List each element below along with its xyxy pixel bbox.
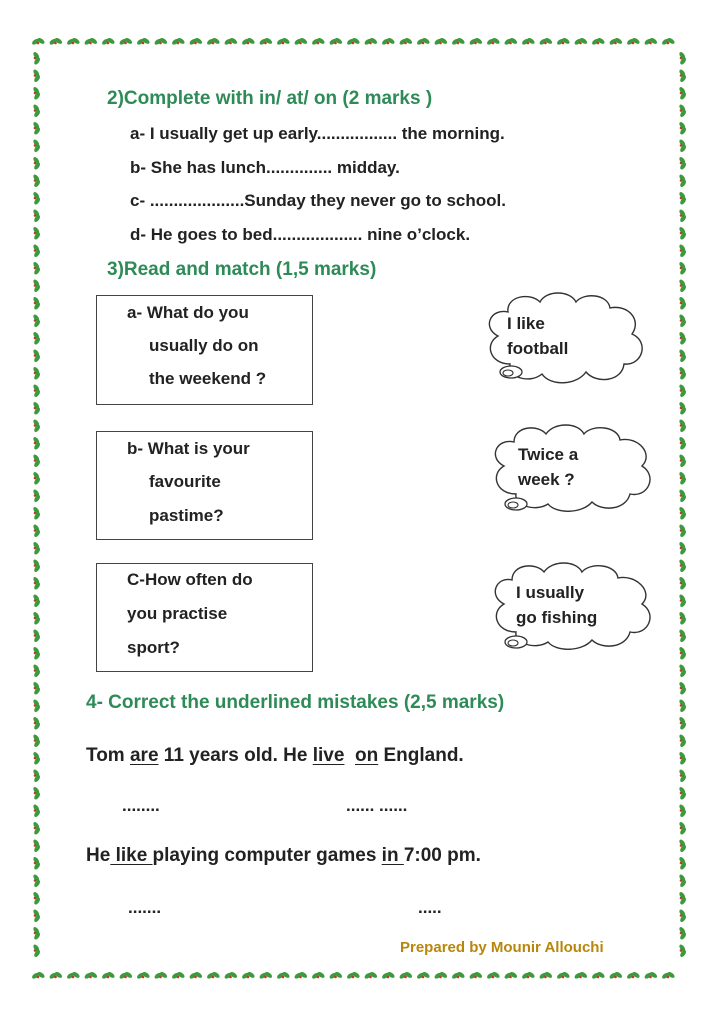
question-a-line-3: the weekend ? [149,369,267,388]
sentence-1-mid-1: 11 years old. He [158,745,313,766]
question-b-line-2: favourite [149,472,221,491]
bubble-2-line-1: Twice a [518,445,579,464]
sentence-2-pre: He [86,845,111,866]
question-box-b [96,431,313,540]
sentence-1-mid-2 [344,745,355,766]
thought-bubble-2 [486,422,666,518]
question-box-a [96,295,313,405]
sentence-2-post: 7:00 pm. [403,845,481,866]
answer-blank-1a: ........ [122,796,160,815]
question-c-line-1: C-How often do [127,570,253,589]
underlined-mistake-in: in [381,845,404,866]
bubble-3-line-2: go fishing [516,608,598,627]
sentence-2-mid: playing computer games [152,845,382,866]
sentence-1 [86,745,464,767]
question-b-line-1: b- What is your [127,439,250,458]
question-a-line-1: a- What do you [127,303,249,322]
bubble-2-line-2: week ? [518,470,575,489]
sentence-1-pre: Tom [86,745,130,766]
section-2-item-d: d- He goes to bed................... nine o’clock. [130,225,471,244]
question-b-line-3: pastime? [149,506,224,525]
bubble-1-line-1: I like [507,314,545,333]
section-2-item-c: c- ....................Sunday they never go to school. [130,191,506,210]
section-2-item-a: a- I usually get up early................. the morning. [130,124,505,143]
bubble-3-line-1: I usually [516,583,585,602]
answer-blank-1b: ...... ...... [346,796,408,815]
underlined-mistake-live: live [312,745,345,766]
section-2-item-b: b- She has lunch.............. midday. [130,158,400,177]
sentence-2 [86,845,481,867]
answer-blank-2a: ....... [128,898,162,917]
section-4-title: 4- Correct the underlined mistakes (2,5 marks) [86,692,505,713]
underlined-mistake-are: are [129,745,159,766]
section-3-title: 3)Read and match (1,5 marks) [107,259,377,280]
underlined-mistake-like: like [110,845,153,866]
section-2-title: 2)Complete with in/ at/ on (2 marks ) [107,88,433,109]
question-box-c [96,563,313,672]
question-c-line-3: sport? [127,638,180,657]
underlined-mistake-on: on [354,745,379,766]
bubble-1-line-2: football [507,339,569,358]
answer-blank-2b: ..... [418,898,442,917]
question-a-line-2: usually do on [149,336,259,355]
author-credit: Prepared by Mounir Allouchi [400,939,604,956]
question-c-line-2: you practise [127,604,228,623]
sentence-1-post: England. [378,745,464,766]
